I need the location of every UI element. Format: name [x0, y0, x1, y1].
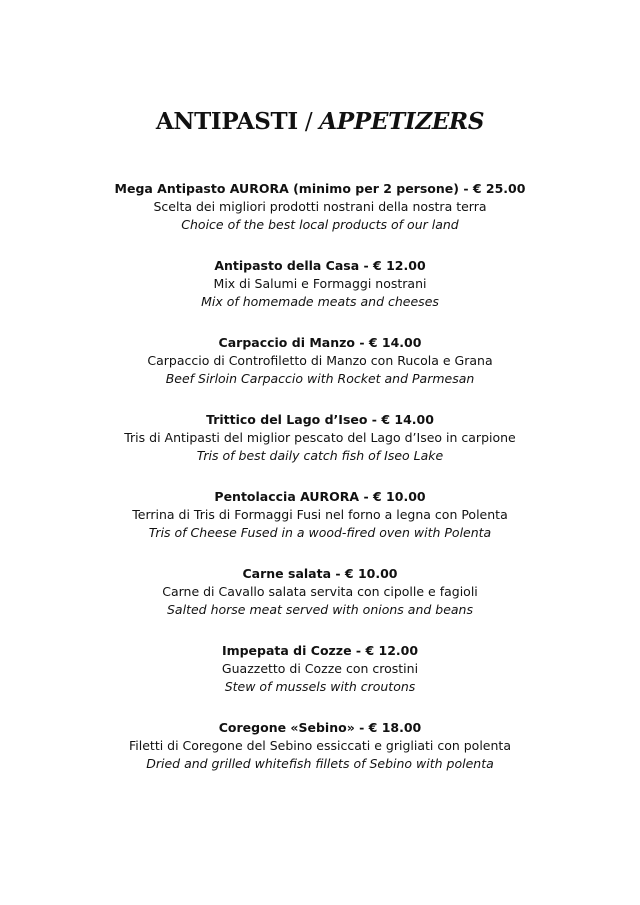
title-italian: ANTIPASTI	[155, 108, 298, 135]
menu-item	[0, 565, 640, 642]
menu-item-name: Trittico del Lago d’Iseo - € 14.00	[206, 412, 434, 427]
menu-item	[0, 180, 640, 257]
menu-item	[0, 257, 640, 334]
menu-item-name: Pentolaccia AURORA - € 10.00	[214, 489, 426, 504]
menu-list	[0, 180, 640, 796]
menu-item-description-italian: Filetti di Coregone del Sebino essiccati e grigliati con polenta	[129, 738, 511, 753]
menu-item	[0, 642, 640, 719]
menu-item-description-italian: Carpaccio di Controfiletto di Manzo con Rucola e Grana	[147, 353, 493, 368]
menu-item-name: Carpaccio di Manzo - € 14.00	[218, 335, 422, 350]
page-title	[0, 104, 640, 140]
menu-item-description-italian: Tris di Antipasti del miglior pescato del Lago d’Iseo in carpione	[124, 430, 516, 445]
menu-item-description-italian: Guazzetto di Cozze con crostini	[221, 661, 419, 676]
menu-item-description-italian: Carne di Cavallo salata servita con cipolle e fagioli	[162, 584, 478, 599]
title-english: APPETIZERS	[319, 108, 485, 135]
menu-item-description-english: Dried and grilled whitefish fillets of Sebino with polenta	[146, 756, 494, 771]
menu-item-name: Carne salata - € 10.00	[242, 566, 398, 581]
menu-item-description-english: Stew of mussels with croutons	[224, 679, 416, 694]
menu-item-description-english: Tris of Cheese Fused in a wood-fired oven with Polenta	[148, 525, 492, 540]
title-separator: /	[297, 109, 320, 135]
menu-item-description-english: Salted horse meat served with onions and beans	[167, 602, 473, 617]
menu-item-description-italian: Terrina di Tris di Formaggi Fusi nel forno a legna con Polenta	[132, 507, 508, 522]
menu-item	[0, 488, 640, 565]
menu-item-name: Coregone «Sebino» - € 18.00	[218, 720, 422, 735]
menu-item-name: Antipasto della Casa - € 12.00	[214, 258, 426, 273]
menu-item	[0, 719, 640, 796]
menu-item-name: Impepata di Cozze - € 12.00	[221, 643, 419, 658]
menu-item-description-english: Choice of the best local products of our land	[181, 217, 459, 232]
menu-item-description-italian: Scelta dei migliori prodotti nostrani della nostra terra	[153, 199, 487, 214]
menu-item-name: Mega Antipasto AURORA (minimo per 2 persone) - € 25.00	[114, 181, 526, 196]
menu-item-description-english: Beef Sirloin Carpaccio with Rocket and Parmesan	[165, 371, 475, 386]
menu-item-description-english: Mix of homemade meats and cheeses	[201, 294, 439, 309]
menu-item	[0, 411, 640, 488]
menu-item-description-italian: Mix di Salumi e Formaggi nostrani	[213, 276, 427, 291]
menu-item-description-english: Tris of best daily catch fish of Iseo Lake	[196, 448, 444, 463]
menu-item	[0, 334, 640, 411]
